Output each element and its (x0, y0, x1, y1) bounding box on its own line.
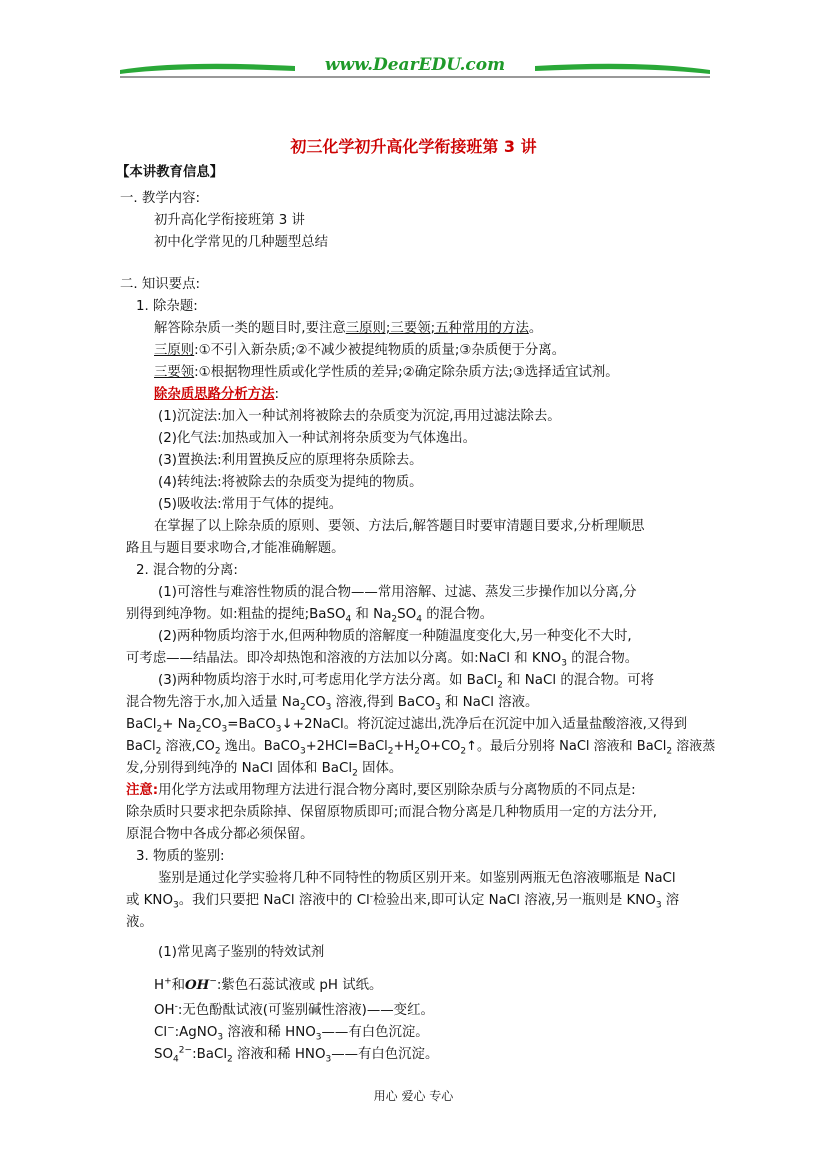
text-line: 一. 教学内容: (120, 191, 200, 206)
text-line: 1. 除杂题: (136, 299, 198, 314)
text-line: 可考虑——结晶法。即冷却热饱和溶液的方法加以分离。如:NaCl 和 $KNO_3$ 的混合物。 (126, 651, 639, 669)
page-footer: 用心 爱心 专心 (373, 1089, 454, 1103)
text-line: 鉴别是通过化学实验将几种不同特性的物质区别开来。如鉴别两瓶无色溶液哪瓶是 NaCl (158, 871, 676, 886)
text-line: (2)两种物质均溶于水,但两种物质的溶解度一种随温度变化大,另一种变化不大时, (158, 629, 632, 644)
text-line: (1)常见离子鉴别的特效试剂 (158, 945, 325, 960)
text-line: 三要领:①根据物理性质或化学性质的差异;②确定除杂质方法;③选择适宜试剂。 (154, 365, 619, 380)
header-banner (120, 52, 710, 84)
text-line: 初升高化学衔接班第 3 讲 (154, 213, 305, 228)
text-line: (4)转纯法:将被除去的杂质变为提纯的物质。 (158, 475, 423, 490)
text-line: (1)可溶性与难溶性物质的混合物——常用溶解、过滤、蒸发三步操作加以分离,分 (158, 585, 637, 600)
text-line: OH-:无色酚酞试液(可鉴别碱性溶液)——变红。 (154, 1001, 434, 1018)
text-line: (5)吸收法:常用于气体的提纯。 (158, 497, 343, 512)
text-line: Cl−:AgNO$_3$ 溶液和稀 $HNO_3——$有白色沉淀。 (154, 1023, 429, 1043)
text-line: (2)化气法:加热或加入一种试剂将杂质变为气体逸出。 (158, 431, 477, 446)
note-line: 注意:用化学方法或用物理方法进行混合物分离时,要区别除杂质与分离物质的不同点是: (126, 783, 636, 798)
text-line: 初中化学常见的几种题型总结 (154, 235, 329, 250)
text-line: 路且与题目要求吻合,才能准确解题。 (126, 541, 345, 556)
text-line: 原混合物中各成分都必须保留。 (126, 827, 314, 842)
text-line: 三原则:①不引入新杂质;②不减少被提纯物质的质量;③杂质便于分离。 (154, 343, 566, 358)
text-line: 二. 知识要点: (120, 277, 200, 292)
text-line: H+和OH−:紫色石蕊试液或 pH 试纸。 (154, 976, 383, 993)
text-line: 发,分别得到纯净的 NaCl 固体和 BaCl$_2$ 固体。 (126, 761, 403, 779)
text-line: 混合物先溶于水,加入适量 $Na_2CO_3$ 溶液,得到 BaCO$_3$ 和 NaCl 溶液。 (126, 695, 539, 713)
site-url[interactable]: www.DearEDU.com (324, 55, 506, 75)
text-line: 3. 物质的鉴别: (136, 849, 225, 864)
equation-line: BaCl$_2$ 溶液$,CO_2$ 逸出。$BaCO_3+2HCl=BaCl_2+H_2O+CO_2↑$。最后分别将 NaCl 溶液和 BaCl$_2$ 溶液蒸 (126, 739, 716, 757)
text-line: (1)沉淀法:加入一种试剂将被除去的杂质变为沉淀,再用过滤法除去。 (158, 409, 561, 424)
text-line: 或 $KNO_3$。我们只要把 NaCl 溶液中的 Cl-检验出来,即可认定 NaCl 溶液,另一瓶则是 $KNO_3$ 溶 (126, 891, 680, 911)
text-line: $SO_4^{2-}:BaCl_2$ 溶液和稀 $HNO_3——$有白色沉淀。 (154, 1045, 439, 1065)
text-line: 在掌握了以上除杂质的原则、要领、方法后,解答题目时要审清题目要求,分析理顺思 (154, 519, 645, 534)
text-line: 解答除杂质一类的题目时,要注意三原则;三要领;五种常用的方法。 (154, 321, 543, 336)
subheading: 除杂质思路分析方法: (154, 387, 280, 402)
page-title: 初三化学初升高化学衔接班第 3 讲 (290, 137, 537, 156)
section-heading: 【本讲教育信息】 (116, 165, 224, 180)
text-line: 除杂质时只要求把杂质除掉、保留原物质即可;而混合物分离是几种物质用一定的方法分开, (126, 805, 657, 820)
text-line: (3)两种物质均溶于水时,可考虑用化学方法分离。如 BaCl$_2$ 和 NaCl 的混合物。可将 (158, 673, 655, 691)
text-line: 别得到纯净物。如:粗盐的提纯;BaSO$_4$ 和 $Na_2SO_4$ 的混合物。 (126, 607, 494, 625)
equation-line: BaCl$_2$+ $Na_2CO_3=BaCO_3↓+2NaCl$。将沉淀过滤出,洗净后在沉淀中加入适量盐酸溶液,又得到 (126, 717, 688, 735)
text-line: 液。 (126, 915, 153, 930)
text-line: 2. 混合物的分离: (136, 563, 238, 578)
text-line: (3)置换法:利用置换反应的原理将杂质除去。 (158, 453, 423, 468)
